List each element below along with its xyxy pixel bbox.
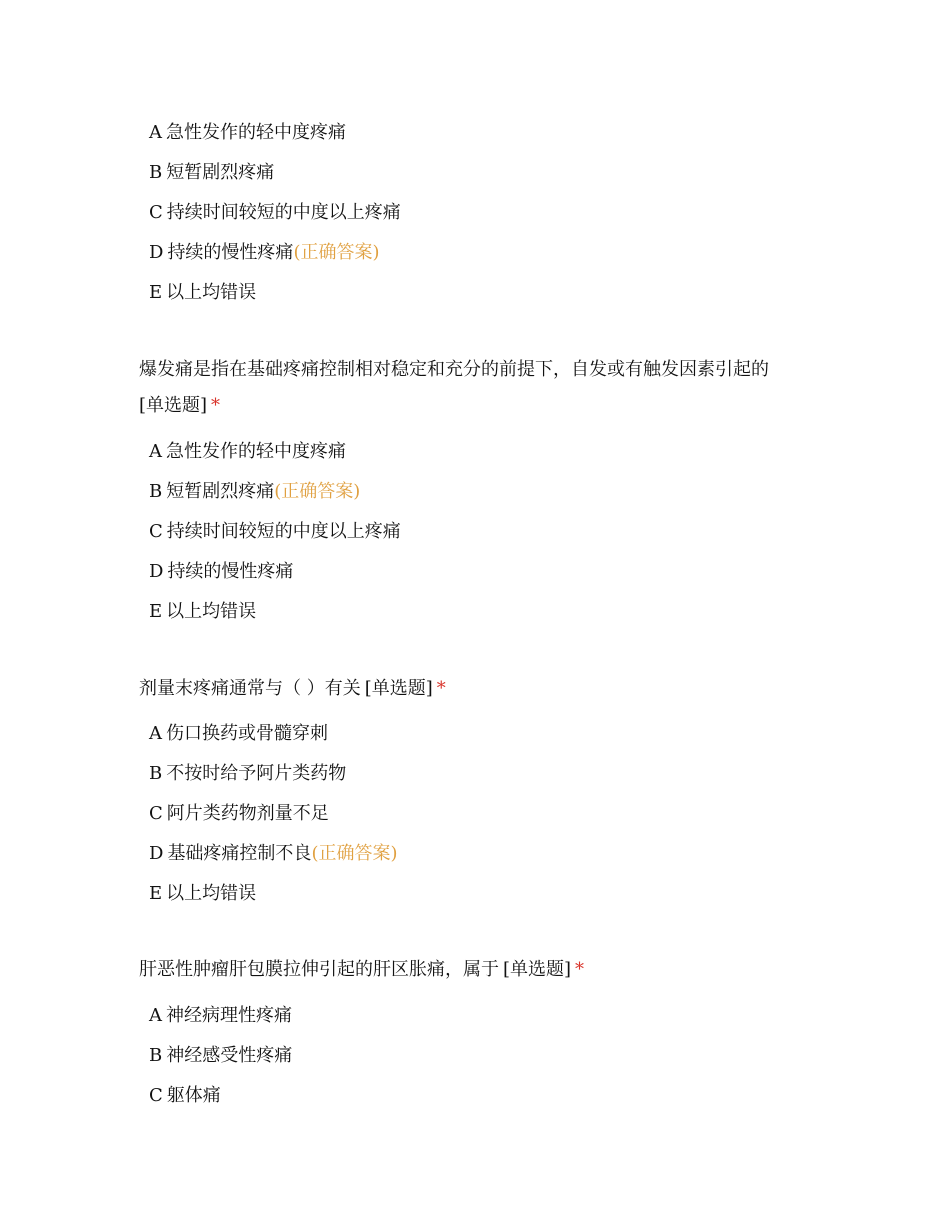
option-letter: C [149, 803, 163, 824]
option-letter: B [149, 763, 163, 784]
option-item [149, 273, 401, 313]
option-item [149, 996, 292, 1036]
correct-answer-label: (正确答案) [311, 843, 398, 864]
option-letter: E [149, 883, 163, 904]
option-item [149, 432, 401, 472]
option-text: 基础疼痛控制不良 [167, 843, 312, 864]
option-item [149, 153, 401, 193]
option-letter: A [149, 441, 162, 462]
option-list [149, 113, 401, 313]
option-text: 以上均错误 [166, 883, 257, 904]
option-text: 神经病理性疼痛 [166, 1005, 292, 1026]
option-item [149, 552, 401, 592]
option-text: 持续时间较短的中度以上疼痛 [166, 202, 401, 223]
option-letter: B [149, 162, 163, 183]
required-mark: * [211, 395, 221, 416]
correct-answer-label: (正确答案) [293, 242, 380, 263]
option-text: 阿片类药物剂量不足 [166, 803, 329, 824]
question-type: [单选题] [364, 678, 433, 699]
question-title [139, 952, 819, 988]
option-text: 短暂剧烈疼痛 [166, 481, 275, 502]
option-item [149, 1076, 292, 1116]
option-item [149, 592, 401, 632]
option-letter: D [149, 843, 164, 864]
question-title [139, 671, 819, 707]
question-text: 剂量末疼痛通常与（ ）有关 [139, 678, 361, 699]
option-text: 以上均错误 [166, 601, 257, 622]
option-letter: B [149, 481, 163, 502]
option-letter: C [149, 202, 163, 223]
option-item [149, 714, 397, 754]
option-letter: B [149, 1045, 163, 1066]
option-list [149, 996, 292, 1116]
option-letter: A [149, 1005, 162, 1026]
option-list [149, 432, 401, 632]
option-text: 持续的慢性疼痛 [167, 242, 294, 263]
option-letter: C [149, 1085, 163, 1106]
option-text: 神经感受性疼痛 [166, 1045, 293, 1066]
option-item [149, 472, 401, 512]
option-text: 急性发作的轻中度疼痛 [166, 122, 346, 143]
option-text: 急性发作的轻中度疼痛 [166, 441, 346, 462]
required-mark: * [436, 678, 446, 699]
option-item [149, 754, 397, 794]
question-type: [单选题] [503, 959, 572, 980]
option-text: 躯体痛 [166, 1085, 221, 1106]
option-letter: D [149, 242, 164, 263]
required-mark: * [575, 959, 585, 980]
option-item [149, 233, 401, 273]
option-text: 持续时间较短的中度以上疼痛 [166, 521, 401, 542]
option-text: 不按时给予阿片类药物 [166, 763, 347, 784]
question-title [139, 352, 819, 424]
option-item [149, 794, 397, 834]
option-item [149, 834, 397, 874]
option-letter: E [149, 601, 163, 622]
option-item [149, 512, 401, 552]
option-letter: D [149, 561, 164, 582]
option-text: 伤口换药或骨髓穿刺 [166, 723, 328, 744]
option-item [149, 193, 401, 233]
option-letter: A [149, 122, 162, 143]
question-text: 爆发痛是指在基础疼痛控制相对稳定和充分的前提下，自发或有触发因素引起的 [139, 359, 769, 380]
option-list [149, 714, 397, 914]
option-letter: E [149, 282, 163, 303]
option-item [149, 113, 401, 153]
option-text: 持续的慢性疼痛 [167, 561, 294, 582]
option-text: 短暂剧烈疼痛 [166, 162, 275, 183]
option-letter: C [149, 521, 163, 542]
question-text: 肝恶性肿瘤肝包膜拉伸引起的肝区胀痛，属于 [139, 959, 499, 980]
question-type: [单选题] [139, 395, 208, 416]
option-text: 以上均错误 [166, 282, 257, 303]
option-item [149, 874, 397, 914]
option-letter: A [149, 723, 162, 744]
option-item [149, 1036, 292, 1076]
correct-answer-label: (正确答案) [274, 481, 361, 502]
